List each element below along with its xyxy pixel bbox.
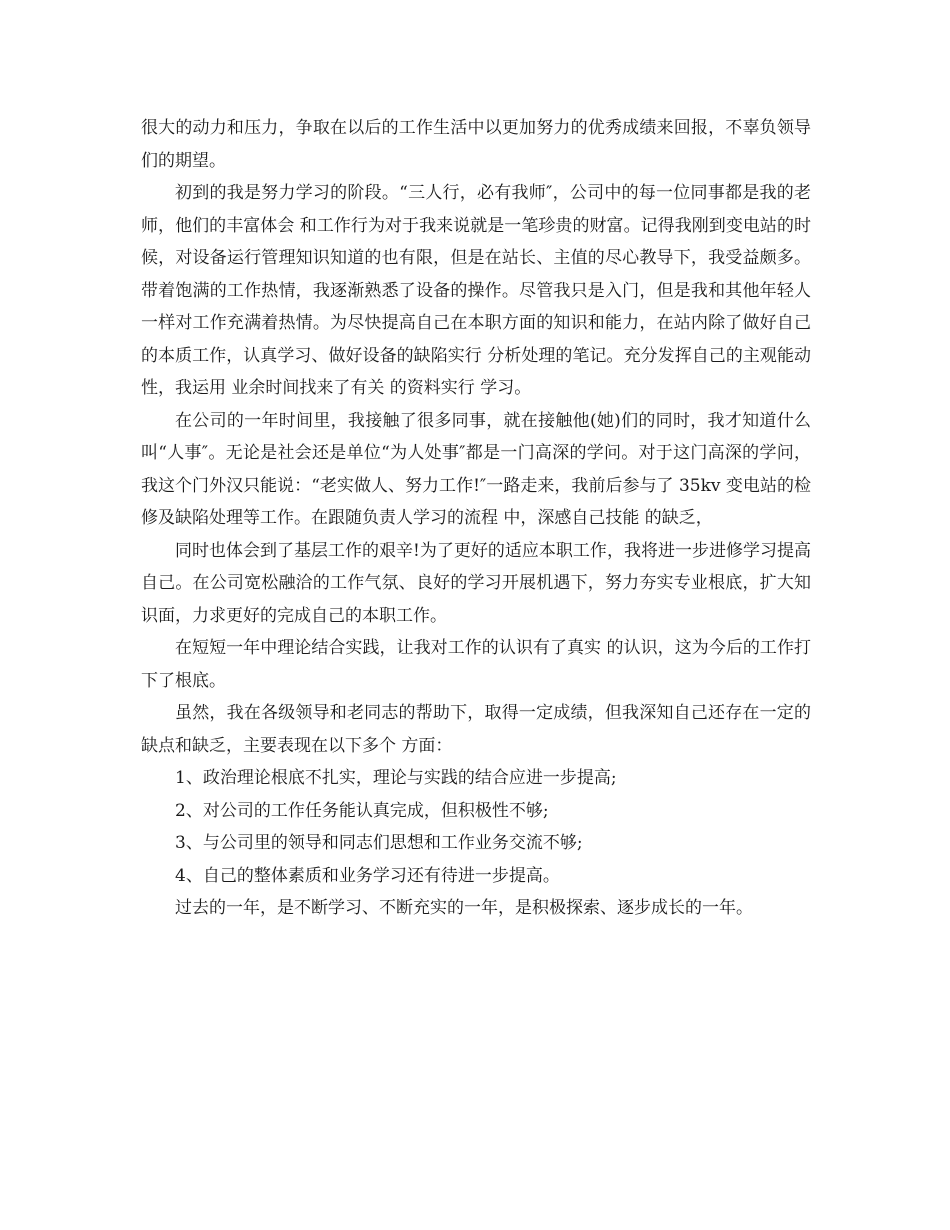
paragraph-hardship: 同时也体会到了基层工作的艰辛!为了更好的适应本职工作，我将进一步进修学习提高自己。在公司宽松融洽的工作气氛、良好的学习开展机遇下，努力夯实专业根底，扩大知识面，力求更好的完成自己的本职工作。 <box>141 540 811 626</box>
list-item: 3、与公司里的领导和同志们思想和工作业务交流不够; <box>175 833 583 853</box>
shortcomings-list <box>141 762 811 892</box>
list-item: 1、政治理论根底不扎实，理论与实践的结合应进一步提高; <box>175 768 617 788</box>
list-item: 2、对公司的工作任务能认真完成，但积极性不够; <box>175 800 549 821</box>
list-item: 4、自己的整体素质和业务学习还有待进一步提高。 <box>175 865 560 886</box>
paragraph-learning-stage: 初到的我是努力学习的阶段。“三人行，必有我师″，公司中的每一位同事都是我的老师，他们的丰富体会 和工作行为对于我来说就是一笔珍贵的财富。记得我刚到变电站的时候，对设备运行管理知识知道的也有限，但是在站长、主值的尽心教导下，我受益颇多。带着饱满的工作热情，我逐渐熟悉了设备的操作。尽管我只是入门，但是我和其他年轻人一样对工作充满着热情。为尽快提高自己在本职方面的知识和能力，在站内除了做好自己的本质工作，认真学习、做好设备的缺陷实行 分析处理的笔记。充分发挥自己的主观能动性，我运用 业余时间找来了有关 的资料实行 学习。 <box>141 183 811 398</box>
paragraph-closing: 过去的一年，是不断学习、不断充实的一年，是积极探索、逐步成长的一年。 <box>175 898 753 918</box>
document-page <box>141 112 811 925</box>
paragraph-continuation: 很大的动力和压力，争取在以后的工作生活中以更加努力的优秀成绩来回报，不辜负领导们的期望。 <box>141 118 811 171</box>
paragraph-shortcomings: 虽然，我在各级领导和老同志的帮助下，取得一定成绩，但我深知自己还存在一定的缺点和缺乏，主要表现在以下多个 方面： <box>141 703 811 756</box>
paragraph-colleagues: 在公司的一年时间里，我接触了很多同事，就在接触他(她)们的同时，我才知道什么叫“人事″。无论是社会还是单位“为人处事″都是一门高深的学问。对于这门高深的学问，我这个门外汉只能说：“老实做人、努力工作!″一路走来，我前后参与了 35kv 变电站的检修及缺陷处理等工作。在跟随负责人学习的流程 中，深感自己技能 的缺乏， <box>141 410 811 528</box>
paragraph-practice: 在短短一年中理论结合实践，让我对工作的认识有了真实 的认识，这为今后的工作打下了根底。 <box>141 638 811 691</box>
